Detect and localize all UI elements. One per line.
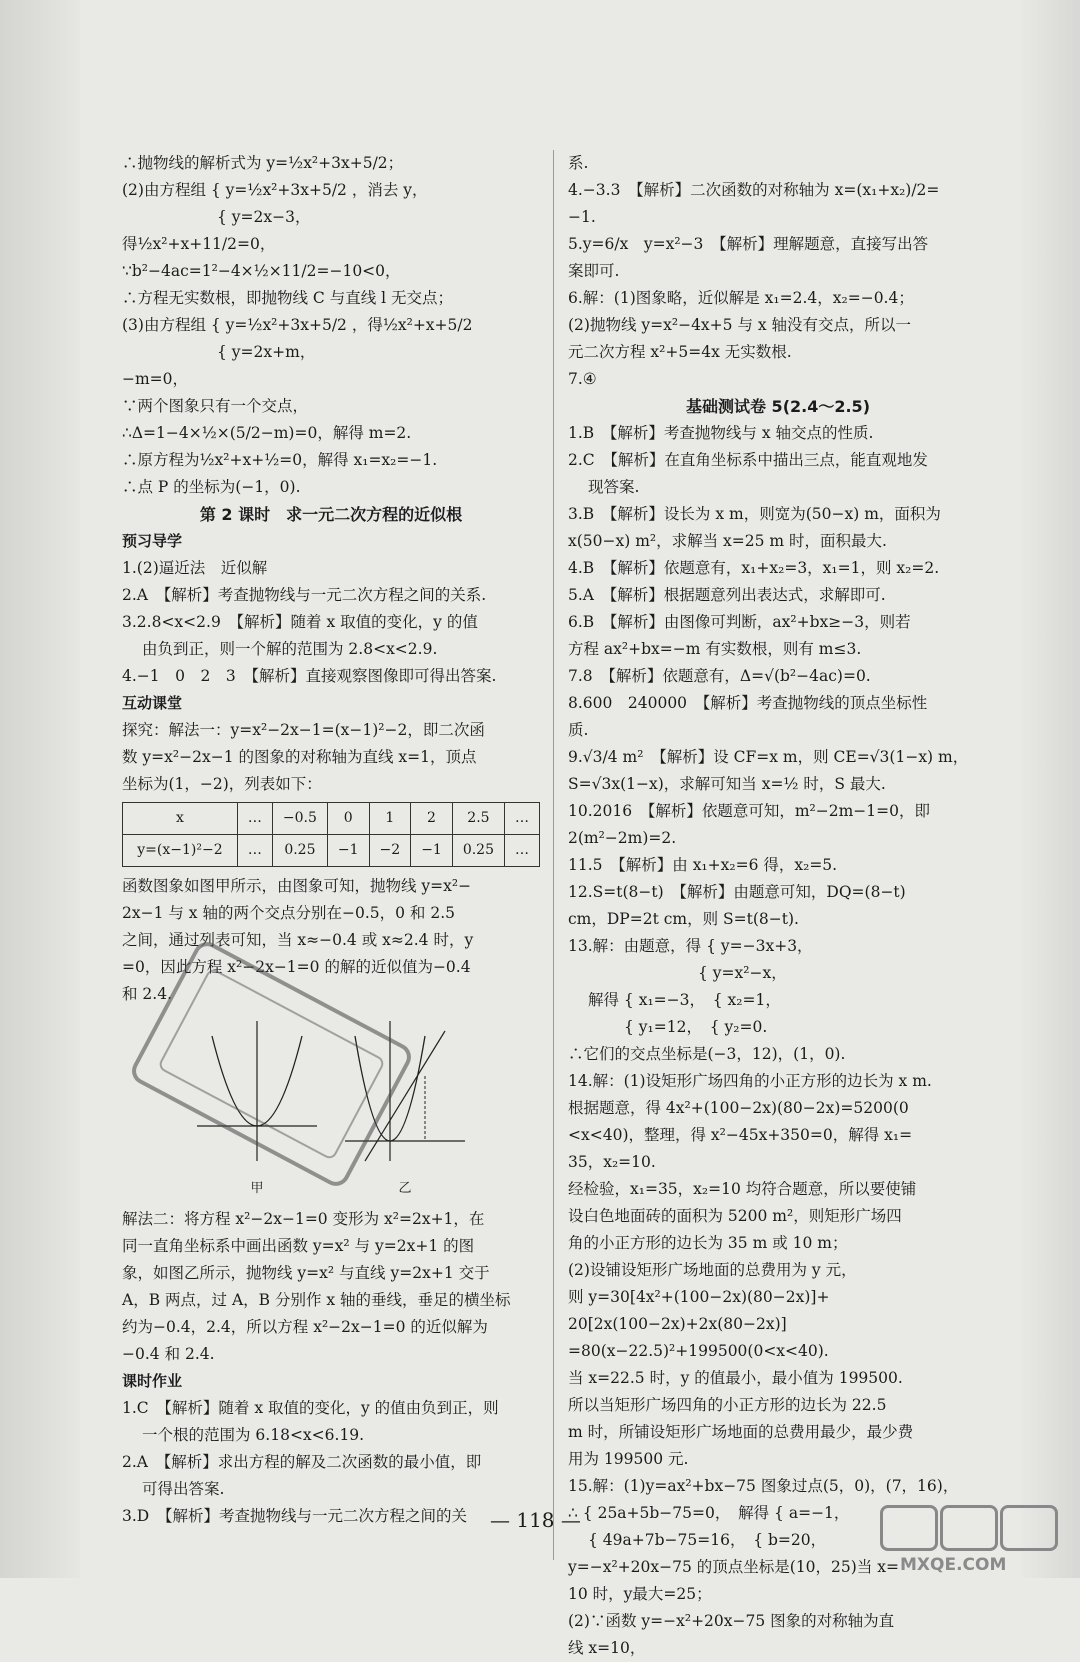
test-answers <box>568 420 988 1662</box>
table-cell: 2.5 <box>452 803 504 835</box>
text-line: { y=2x−3， <box>217 208 311 226</box>
text-line: 数 y=x²−2x−1 的图象的对称轴为直线 x=1，顶点 <box>122 748 477 766</box>
text-line: <x<40)，整理，得 x²−45x+350=0，解得 x₁= <box>568 1126 913 1144</box>
watermark-box <box>880 1505 938 1551</box>
text-line: (2)设铺设矩形广场地面的总费用为 y 元， <box>568 1261 857 1279</box>
text-line: ∴ { 25a+5b−75=0， 解得 { a=−1， <box>568 1504 850 1522</box>
text-line: m 时，所铺设矩形广场地面的总费用最少，最少费 <box>568 1423 914 1441</box>
text-line: 设白色地面砖的面积为 5200 m²，则矩形广场四 <box>568 1207 902 1225</box>
text-line: 系. <box>568 154 589 172</box>
text-line: 4.B 【解析】依题意有，x₁+x₂=3，x₁=1，则 x₂=2. <box>568 559 940 577</box>
text-line: 10.2016 【解析】依题意可知，m²−2m−1=0，即 <box>568 802 931 820</box>
table-cell: 0 <box>327 803 369 835</box>
table-cell: y=(x−1)²−2 <box>123 835 238 867</box>
text-line: 1.B 【解析】考查抛物线与 x 轴交点的性质. <box>568 424 874 442</box>
text-line: (2)∵函数 y=−x²+20x−75 图象的对称轴为直 <box>568 1612 895 1630</box>
preview-heading: 预习导学 <box>122 532 183 550</box>
class-heading: 互动课堂 <box>122 694 183 712</box>
text-line: 由负到正，则一个解的范围为 2.8<x<2.9. <box>142 640 438 658</box>
text-line: ∵两个图象只有一个交点， <box>122 397 309 415</box>
text-line: 5.A 【解析】根据题意列出表达式，求解即可. <box>568 586 886 604</box>
table-cell: −2 <box>369 835 411 867</box>
text-line: ∴方程无实数根，即抛物线 C 与直线 l 无交点； <box>122 289 454 307</box>
text-line: 1.(2)逼近法 近似解 <box>122 559 268 577</box>
table-cell: −1 <box>411 835 453 867</box>
text-line: 14.解：(1)设矩形广场四角的小正方形的边长为 x m. <box>568 1072 932 1090</box>
text-line: 35，x₂=10. <box>568 1153 656 1171</box>
text-line: 解法二：将方程 x²−2x−1=0 变形为 x²=2x+1，在 <box>122 1210 485 1228</box>
text-line: ∴原方程为½x²+x+½=0，解得 x₁=x₂=−1. <box>122 451 438 469</box>
text-line: 得½x²+x+11/2=0， <box>122 235 276 253</box>
text-line: 线 x=10， <box>568 1639 646 1657</box>
text-line: (3)由方程组 { y=½x²+3x+5/2 ，得½x²+x+5/2 <box>122 316 473 334</box>
text-line: 可得出答案. <box>142 1480 225 1498</box>
text-line: 3.D 【解析】考查抛物线与一元二次方程之间的关 <box>122 1507 467 1525</box>
text-line: 2x−1 与 x 轴的两个交点分别在−0.5，0 和 2.5 <box>122 904 455 922</box>
text-line: 4.−1 0 2 3 【解析】直接观察图像即可得出答案. <box>122 667 497 685</box>
text-line: 13.解：由题意，得 { y=−3x+3， <box>568 937 813 955</box>
table-cell: … <box>237 835 272 867</box>
text-line: 现答案. <box>588 478 640 496</box>
scan-edge-left <box>0 0 80 1578</box>
table-cell: 2 <box>411 803 453 835</box>
text-line: ∴点 P 的坐标为(−1，0). <box>122 478 301 496</box>
scan-edge-right <box>1020 0 1080 1578</box>
text-line: −0.4 和 2.4. <box>122 1345 215 1363</box>
text-line: 5.y=6/x y=x²−3 【解析】理解题意，直接写出答 <box>568 235 929 253</box>
text-line: =80(x−22.5)²+199500(0<x<40). <box>568 1342 829 1360</box>
text-line: 根据题意，得 4x²+(100−2x)(80−2x)=5200(0 <box>568 1099 909 1117</box>
text-line: 6.B 【解析】由图像可判断，ax²+bx≥−3，则若 <box>568 613 911 631</box>
text-line: y=−x²+20x−75 的顶点坐标是(10，25)当 x= <box>568 1558 899 1576</box>
text-line: 2(m²−2m)=2. <box>568 829 677 847</box>
text-line: 用为 199500 元. <box>568 1450 689 1468</box>
text-line: S=√3x(1−x)，求解可知当 x=½ 时，S 最大. <box>568 775 886 793</box>
text-line: 象，如图乙所示，抛物线 y=x² 与直线 y=2x+1 交于 <box>122 1264 490 1282</box>
left-column <box>122 150 540 1530</box>
text-line: 9.√3/4 m² 【解析】设 CF=x m，则 CE=√3(1−x) m， <box>568 748 969 766</box>
text-line: (2)由方程组 { y=½x²+3x+5/2 ，消去 y， <box>122 181 428 199</box>
text-line: 7.④ <box>568 370 597 388</box>
text-line: −1. <box>568 208 596 226</box>
text-line: 1.C 【解析】随着 x 取值的变化，y 的值由负到正，则 <box>122 1399 499 1417</box>
test-title: 基础测试卷 5(2.4～2.5) <box>685 397 871 416</box>
text-line: 4.−3.3 【解析】二次函数的对称轴为 x=(x₁+x₂)/2= <box>568 181 940 199</box>
text-line: 质. <box>568 721 589 739</box>
text-line: 3.B 【解析】设长为 x m，则宽为(50−x) m，面积为 <box>568 505 941 523</box>
text-line: 之间，通过列表可知，当 x≈−0.4 或 x≈2.4 时，y <box>122 931 474 949</box>
text-line: 11.5 【解析】由 x₁+x₂=6 得，x₂=5. <box>568 856 838 874</box>
watermark-box <box>940 1505 998 1551</box>
text-line: 解得 { x₁=−3， { x₂=1， <box>588 991 781 1009</box>
text-line: 坐标为(1，−2)，列表如下： <box>122 775 322 793</box>
column-divider <box>553 150 554 1560</box>
text-line: { y₁=12， { y₂=0. <box>624 1018 768 1036</box>
text-line: 一个根的范围为 6.18<x<6.19. <box>142 1426 365 1444</box>
text-line: A，B 两点，过 A，B 分别作 x 轴的垂线，垂足的横坐标 <box>122 1291 511 1309</box>
text-line: 探究：解法一：y=x²−2x−1=(x−1)²−2，即二次函 <box>122 721 485 739</box>
text-line: 7.8 【解析】依题意有，Δ=√(b²−4ac)=0. <box>568 667 871 685</box>
watermark-box <box>1000 1505 1058 1551</box>
text-line: ∴它们的交点坐标是(−3，12)，(1，0). <box>568 1045 846 1063</box>
text-line: 所以当矩形广场四角的小正方形的边长为 22.5 <box>568 1396 887 1414</box>
text-line: 2.A 【解析】求出方程的解及二次函数的最小值，即 <box>122 1453 482 1471</box>
table-row <box>123 835 540 867</box>
table-cell: 0.25 <box>272 835 327 867</box>
table-cell: −0.5 <box>272 803 327 835</box>
text-line: ∵b²−4ac=1²−4×½×11/2=−10<0， <box>122 262 401 280</box>
figure-caption: 乙 <box>398 1181 412 1196</box>
table-cell: 1 <box>369 803 411 835</box>
watermark-url: MXQE.COM <box>900 1555 1007 1575</box>
text-line: 方程 ax²+bx=−m 有实数根，则有 m≤3. <box>568 640 862 658</box>
text-line: { y=x²−x， <box>698 964 787 982</box>
text-line: { y=2x+m， <box>217 343 316 361</box>
text-line: 当 x=22.5 时，y 的值最小，最小值为 199500. <box>568 1369 903 1387</box>
value-table <box>122 802 540 867</box>
text-line: 2.A 【解析】考查抛物线与一元二次方程之间的关系. <box>122 586 487 604</box>
section-title: 第 2 课时 求一元二次方程的近似根 <box>199 505 463 524</box>
homework-heading: 课时作业 <box>122 1372 183 1390</box>
text-line: ∴抛物线的解析式为 y=½x²+3x+5/2； <box>122 154 404 172</box>
table-row <box>123 803 540 835</box>
text-line: 同一直角坐标系中画出函数 y=x² 与 y=2x+1 的图 <box>122 1237 475 1255</box>
text-line: 8.600 240000 【解析】考查抛物线的顶点坐标性 <box>568 694 928 712</box>
text-line: cm，DP=2t cm，则 S=t(8−t). <box>568 910 799 928</box>
text-line: 和 2.4. <box>122 985 173 1003</box>
table-cell: … <box>237 803 272 835</box>
text-line: 角的小正方形的边长为 35 m 或 10 m； <box>568 1234 848 1252</box>
text-line: 15.解：(1)y=ax²+bx−75 图象过点(5，0)，(7，16)， <box>568 1477 959 1495</box>
text-line: −m=0， <box>122 370 189 388</box>
table-cell: −1 <box>327 835 369 867</box>
text-line: 案即可. <box>568 262 620 280</box>
table-cell: x <box>123 803 238 835</box>
figure-caption: 甲 <box>250 1181 264 1196</box>
table-cell: … <box>505 835 540 867</box>
text-line: 函数图象如图甲所示，由图象可知，抛物线 y=x²− <box>122 877 472 895</box>
table-cell: … <box>505 803 540 835</box>
text-line: 6.解：(1)图象略，近似解是 x₁=2.4，x₂=−0.4； <box>568 289 914 307</box>
text-line: 10 时，y最大=25； <box>568 1585 712 1603</box>
text-line: (2)抛物线 y=x²−4x+5 与 x 轴没有交点，所以一 <box>568 316 912 334</box>
text-line: 2.C 【解析】在直角坐标系中描出三点，能直观地发 <box>568 451 928 469</box>
text-line: { 49a+7b−75=16， { b=20， <box>588 1531 827 1549</box>
page-number: — 118 — <box>490 1508 581 1532</box>
text-line: x(50−x) m²，求解当 x=25 m 时，面积最大. <box>568 532 887 550</box>
right-column <box>568 150 988 1662</box>
text-line: ∴Δ=1−4×½×(5/2−m)=0，解得 m=2. <box>122 424 412 442</box>
text-line: 元二次方程 x²+5=4x 无实数根. <box>568 343 792 361</box>
text-line: 则 y=30[4x²+(100−2x)(80−2x)]+ <box>568 1288 830 1306</box>
text-line: =0，因此方程 x²−2x−1=0 的解的近似值为−0.4 <box>122 958 471 976</box>
text-line: 3.2.8<x<2.9 【解析】随着 x 取值的变化，y 的值 <box>122 613 478 631</box>
table-cell: 0.25 <box>452 835 504 867</box>
text-line: 约为−0.4，2.4，所以方程 x²−2x−1=0 的近似解为 <box>122 1318 488 1336</box>
text-line: 20[2x(100−2x)+2x(80−2x)] <box>568 1315 787 1333</box>
text-line: 12.S=t(8−t) 【解析】由题意可知，DQ=(8−t) <box>568 883 906 901</box>
text-line: 经检验，x₁=35，x₂=10 均符合题意，所以要使铺 <box>568 1180 917 1198</box>
